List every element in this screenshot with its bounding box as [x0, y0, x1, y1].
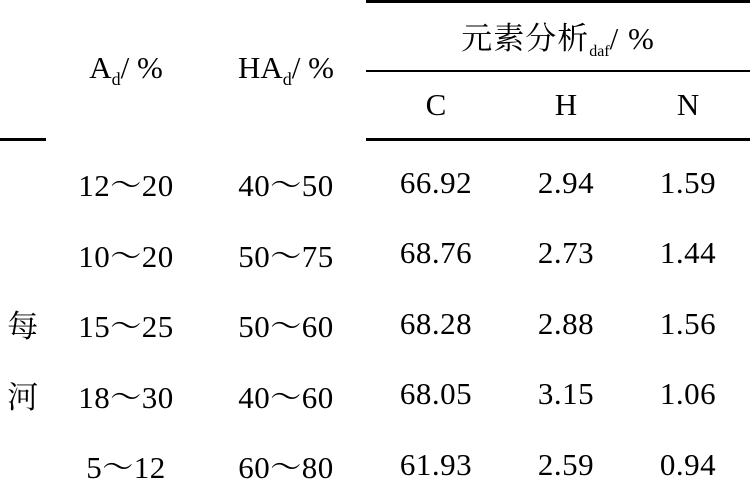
header-ad-subscript: d [111, 69, 121, 90]
cell-h: 2.59 [537, 446, 595, 482]
cell-h: 2.73 [537, 235, 595, 271]
table-row [0, 429, 750, 500]
cell-c: 68.76 [399, 235, 473, 271]
table-row [0, 148, 750, 218]
row-label: 河 [7, 379, 39, 415]
cell-n: 0.94 [659, 446, 717, 482]
cell-n: 1.59 [659, 164, 717, 200]
cell-h: 3.15 [537, 376, 595, 412]
cell-had: 50～75 [238, 238, 334, 274]
cell-n: 1.44 [659, 235, 717, 271]
header-ad-unit: / % [120, 50, 163, 86]
cell-h: 2.88 [537, 305, 595, 341]
cell-ad: 15～25 [78, 309, 174, 345]
table-row [0, 288, 750, 358]
header-had-unit: / % [291, 50, 334, 86]
header-group-element-analysis [366, 2, 750, 72]
header-ad [46, 2, 206, 140]
header-c: C [366, 71, 506, 139]
header-row-group [0, 2, 750, 72]
cell-had: 40～60 [238, 379, 334, 415]
row-label [0, 148, 46, 218]
header-n: N [626, 71, 750, 139]
header-body-spacer [0, 139, 750, 147]
cell-n: 1.56 [659, 305, 717, 341]
cell-ad: 5～12 [86, 450, 166, 486]
cell-c: 66.92 [399, 164, 473, 200]
header-blank-topleft [0, 2, 46, 72]
cell-c: 68.05 [399, 376, 473, 412]
cell-ad: 12～20 [78, 168, 174, 204]
header-had [206, 2, 366, 140]
header-group-title-text: 元素分析 [461, 20, 590, 56]
table-row [0, 218, 750, 288]
cell-c: 68.28 [399, 305, 473, 341]
header-had-subscript: d [282, 69, 292, 90]
row-label [0, 218, 46, 288]
header-h: H [506, 71, 626, 139]
cell-h: 2.94 [537, 164, 595, 200]
header-blank-left [0, 71, 46, 139]
header-ad-text: A [89, 50, 112, 86]
cell-ad: 18～30 [78, 379, 174, 415]
header-had-text: HA [238, 50, 283, 86]
cell-had: 50～60 [238, 309, 334, 345]
cell-ad: 10～20 [78, 238, 174, 274]
cell-c: 61.93 [399, 446, 473, 482]
table-row [0, 359, 750, 429]
row-label [0, 429, 46, 500]
cell-n: 1.06 [659, 376, 717, 412]
row-label: 每 [7, 309, 39, 345]
header-group-subscript: daf [589, 42, 610, 60]
cell-had: 60～80 [238, 450, 334, 486]
header-group-unit: / % [609, 20, 655, 56]
cell-had: 40～50 [238, 168, 334, 204]
